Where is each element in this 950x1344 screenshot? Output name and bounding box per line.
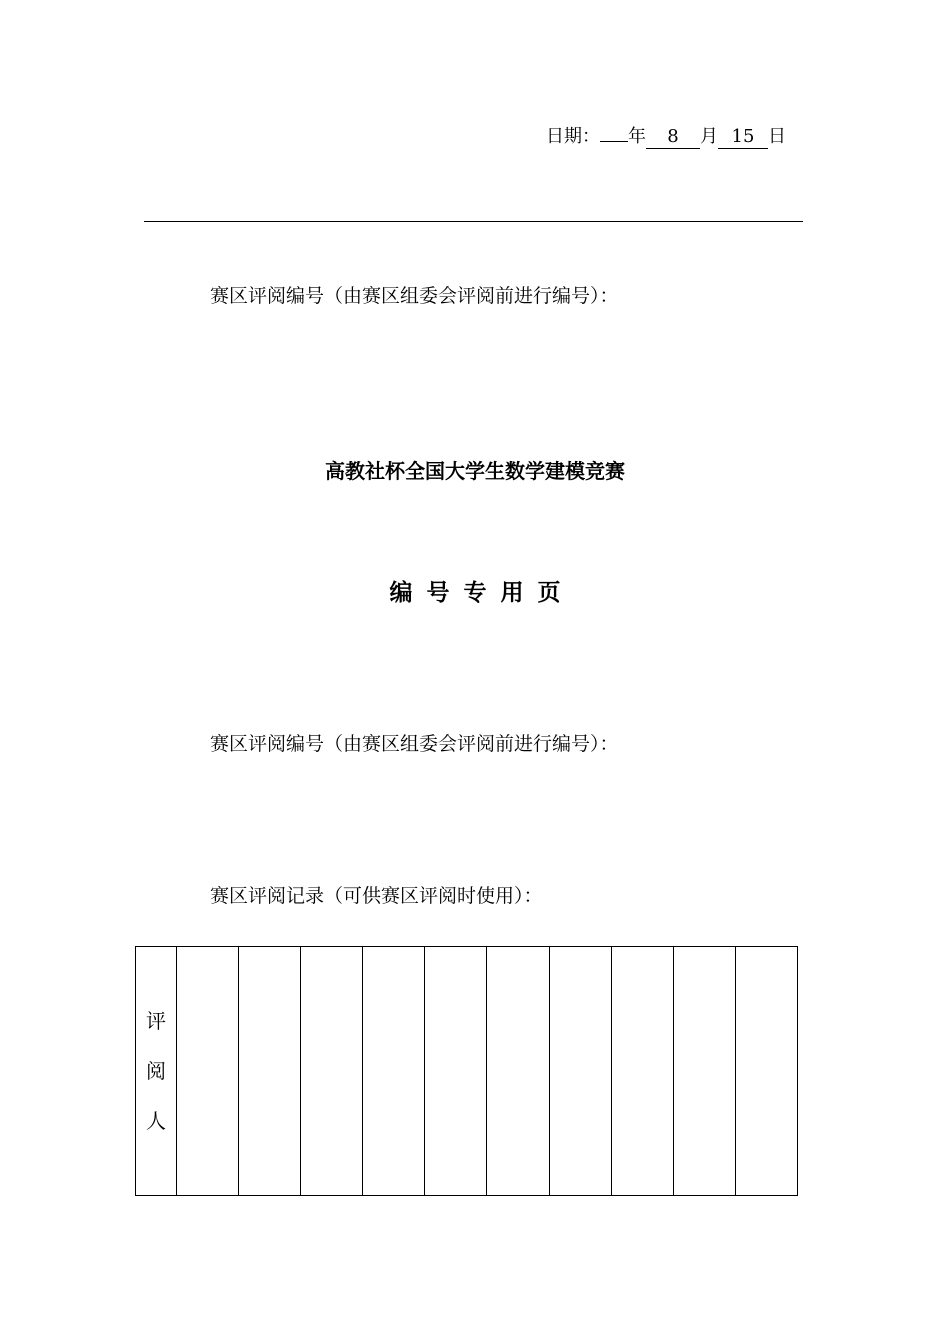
reviewer-cell-3[interactable]: [301, 947, 363, 1196]
reviewer-cell-2[interactable]: [239, 947, 301, 1196]
review-record-label: 赛区评阅记录（可供赛区评阅时使用）：: [210, 885, 543, 907]
year-unit: 年: [628, 126, 646, 147]
reviewer-cell-8[interactable]: [611, 947, 673, 1196]
page-subtitle: 编号专用页: [389, 579, 575, 606]
year-field[interactable]: [600, 141, 628, 142]
table-row: [136, 947, 798, 1196]
day-unit: 日: [768, 126, 786, 147]
reviewer-header-char: 评: [146, 1009, 166, 1033]
reviewer-cell-10[interactable]: [735, 947, 797, 1196]
month-field[interactable]: 8: [646, 126, 700, 149]
reviewer-header-char: 人: [146, 1109, 166, 1133]
review-table: [135, 946, 798, 1196]
header-divider: [144, 221, 803, 222]
day-field[interactable]: 15: [718, 126, 768, 149]
reviewer-cell-9[interactable]: [673, 947, 735, 1196]
reviewer-header-cell: [136, 947, 177, 1196]
page-title: 高教社杯全国大学生数学建模竞赛: [325, 459, 625, 483]
reviewer-cell-5[interactable]: [425, 947, 487, 1196]
review-number-label-bottom: 赛区评阅编号（由赛区组委会评阅前进行编号）：: [210, 733, 619, 755]
reviewer-cell-4[interactable]: [363, 947, 425, 1196]
date-label: 日期：: [546, 126, 600, 147]
month-unit: 月: [700, 126, 718, 147]
date-line: [546, 125, 786, 149]
reviewer-header-char: 阅: [146, 1059, 166, 1083]
review-number-label-top: 赛区评阅编号（由赛区组委会评阅前进行编号）：: [210, 285, 619, 307]
reviewer-cell-7[interactable]: [549, 947, 611, 1196]
reviewer-cell-1[interactable]: [177, 947, 239, 1196]
reviewer-cell-6[interactable]: [487, 947, 549, 1196]
